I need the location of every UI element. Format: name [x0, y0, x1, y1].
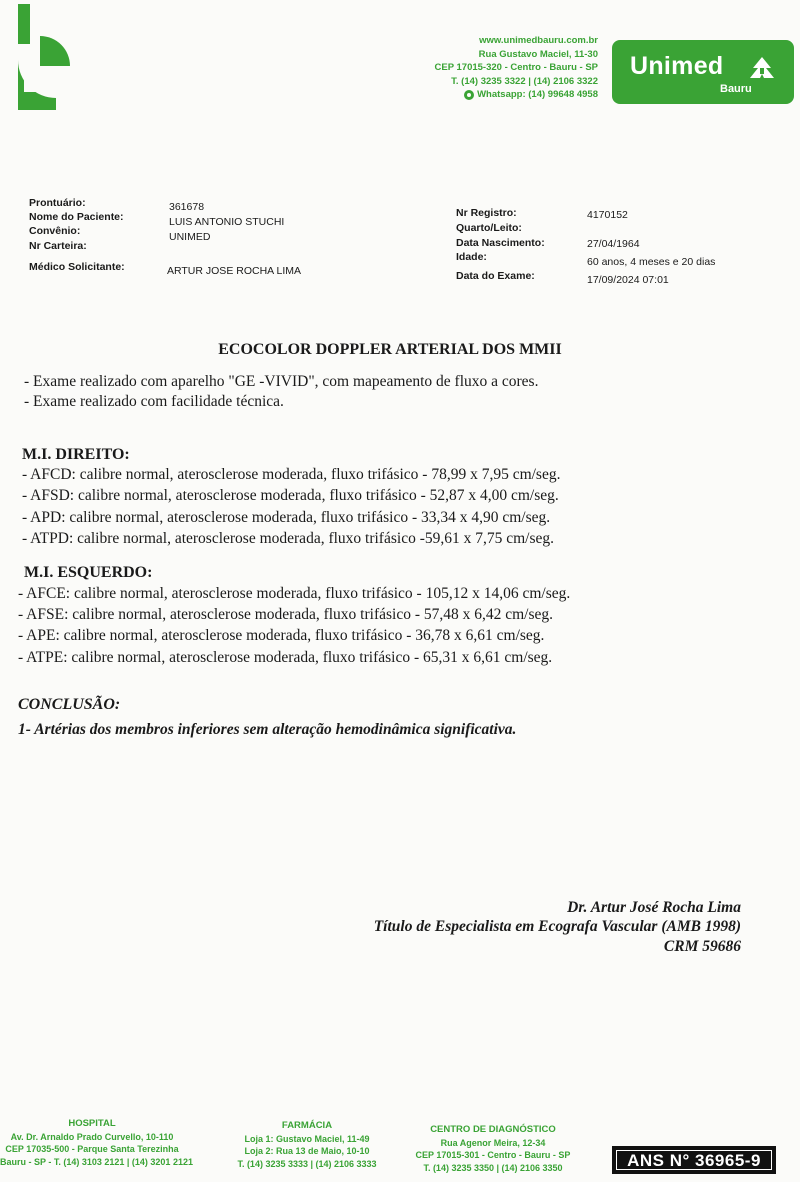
label-nome-paciente: Nome do Paciente: [29, 211, 124, 223]
footer-hospital-line: Av. Dr. Arnaldo Prado Curvello, 10-110 [10, 1131, 174, 1142]
footer-hospital-line: CEP 17035-500 - Parque Santa Terezinha [5, 1144, 179, 1154]
address: Rua Gustavo Maciel, 11-30 [478, 48, 598, 60]
brand-city: Bauru [720, 83, 752, 95]
cep: CEP 17015-320 - Centro - Bauru - SP [434, 62, 598, 73]
whatsapp-icon [464, 90, 474, 100]
left-limb-line-atpe: - ATPE: calibre normal, aterosclerose moderada, fluxo trifásico - 65,31 x 6,61 cm/seg. [18, 649, 553, 666]
footer-farmacia-line: Loja 2: Rua 13 de Maio, 10-10 [244, 1146, 370, 1156]
left-limb-line-afse: - AFSE: calibre normal, aterosclerose moderada, fluxo trifásico - 57,48 x 6,42 cm/seg. [18, 606, 554, 623]
label-nr-carteira: Nr Carteira: [29, 240, 87, 252]
ans-number: ANS N° 36965-9 [616, 1150, 772, 1170]
website-link[interactable]: www.unimedbauru.com.br [479, 35, 598, 46]
phone: T. (14) 3235 3322 | (14) 2106 3322 [451, 75, 598, 87]
whatsapp-row [464, 88, 598, 102]
unimed-logo-graphic [0, 0, 80, 115]
contact-info [435, 34, 599, 104]
value-prontuario: 361678 [169, 201, 205, 213]
intro-line-2: - Exame realizado com facilidade técnica. [24, 393, 284, 410]
whatsapp-number: Whatsapp: (14) 99648 4958 [477, 89, 598, 100]
value-data-exame: 17/09/2024 07:01 [587, 274, 669, 286]
right-limb-line-afsd: - AFSD: calibre normal, aterosclerose moderada, fluxo trifásico - 52,87 x 4,00 cm/seg. [22, 487, 559, 504]
conclusion-heading: CONCLUSÃO: [18, 696, 121, 713]
left-limb-line-afce: - AFCE: calibre normal, aterosclerose moderada, fluxo trifásico - 105,12 x 14,06 cm/seg. [18, 585, 571, 602]
footer-farmacia-line: Loja 1: Gustavo Maciel, 11-49 [244, 1133, 370, 1144]
footer-diagnostico-heading: CENTRO DE DIAGNÓSTICO [430, 1124, 556, 1135]
right-limb-line-afcd: - AFCD: calibre normal, aterosclerose moderada, fluxo trifásico - 78,99 x 7,95 cm/seg. [22, 466, 561, 483]
label-prontuario: Prontuário: [29, 197, 86, 209]
value-nr-registro: 4170152 [587, 209, 628, 221]
label-data-exame: Data do Exame: [456, 270, 535, 282]
label-quarto-leito: Quarto/Leito: [456, 222, 522, 234]
footer-hospital-line: Bauru - SP - T. (14) 3103 2121 | (14) 3201 2121 [0, 1156, 193, 1167]
value-nome-paciente: LUIS ANTONIO STUCHI [169, 216, 285, 228]
right-limb-line-atpd: - ATPD: calibre normal, aterosclerose moderada, fluxo trifásico -59,61 x 7,75 cm/seg. [22, 530, 555, 547]
signature-name: Dr. Artur José Rocha Lima [567, 899, 741, 916]
value-data-nascimento: 27/04/1964 [587, 238, 640, 250]
label-nr-registro: Nr Registro: [456, 207, 517, 219]
ans-registration-badge [612, 1146, 776, 1174]
signature-title: Título de Especialista em Ecografa Vascular (AMB 1998) [373, 918, 741, 935]
conclusion-text: 1- Artérias dos membros inferiores sem alteração hemodinâmica significativa. [18, 721, 517, 738]
left-limb-line-ape: - APE: calibre normal, aterosclerose moderada, fluxo trifásico - 36,78 x 6,61 cm/seg. [18, 627, 545, 644]
signature-crm: CRM 59686 [663, 938, 741, 955]
value-idade: 60 anos, 4 meses e 20 dias [587, 256, 716, 268]
right-limb-line-apd: - APD: calibre normal, aterosclerose moderada, fluxo trifásico - 33,34 x 4,90 cm/seg. [22, 509, 551, 526]
report-title: ECOCOLOR DOPPLER ARTERIAL DOS MMII [218, 341, 562, 358]
right-limb-heading: M.I. DIREITO: [22, 446, 130, 463]
footer-farmacia [222, 1120, 392, 1170]
unimed-brand-box [612, 40, 794, 104]
footer-farmacia-line: T. (14) 3235 3333 | (14) 2106 3333 [237, 1158, 377, 1169]
value-convenio: UNIMED [169, 231, 211, 243]
label-medico-solicitante: Médico Solicitante: [29, 261, 125, 273]
unimed-tree-icon [747, 56, 777, 80]
footer-farmacia-heading: FARMÁCIA [281, 1120, 333, 1131]
intro-line-1: - Exame realizado com aparelho "GE -VIVID", com mapeamento de fluxo a cores. [24, 373, 539, 390]
footer-diagnostico-line: Rua Agenor Meira, 12-34 [440, 1137, 546, 1148]
footer-diagnostico-line: T. (14) 3235 3350 | (14) 2106 3350 [423, 1162, 563, 1173]
left-limb-heading: M.I. ESQUERDO: [24, 564, 153, 581]
footer-diagnostico [402, 1124, 584, 1174]
label-idade: Idade: [456, 251, 487, 263]
value-medico-solicitante: ARTUR JOSE ROCHA LIMA [167, 265, 301, 277]
brand-name: Unimed [630, 52, 724, 80]
footer-diagnostico-line: CEP 17015-301 - Centro - Bauru - SP [415, 1150, 571, 1160]
label-convenio: Convênio: [29, 225, 81, 237]
footer-hospital-heading: HOSPITAL [68, 1118, 116, 1129]
footer-hospital [0, 1118, 193, 1168]
label-data-nascimento: Data Nascimento: [456, 237, 545, 249]
